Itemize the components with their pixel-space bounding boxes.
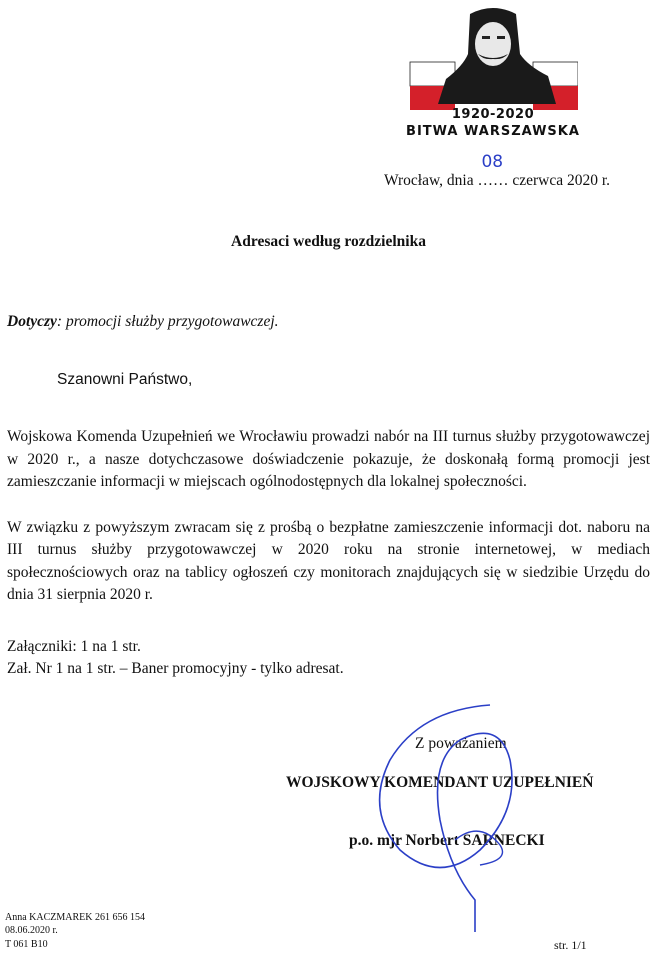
logo-title: BITWA WARSZAWSKA	[406, 124, 580, 139]
greeting: Szanowni Państwo,	[57, 371, 193, 388]
date-dots: ……	[477, 172, 509, 189]
footer-code: T 061 B10	[5, 939, 48, 950]
date-day-handwritten: 08	[481, 152, 504, 172]
body-paragraph: W związku z powyższym zwracam się z prośbą o bezpłatne zamieszczenie informacji dot. naboru na III turnus służby przygotowawczej w 2020 roku na stronie internetowej, w mediach społecznościowych oraz na tablicy ogłoszeń czy monitorach znajdujących się w siedzibie Urzędu do dnia 31 sierpnia 2020 r.	[7, 518, 650, 603]
subject-text: : promocji służby przygotowawczej.	[56, 313, 279, 330]
letter-body	[7, 426, 650, 681]
signatory-title: WOJSKOWY KOMENDANT UZUPEŁNIEŃ	[286, 774, 594, 791]
closing: Z poważaniem	[415, 735, 507, 752]
footer-date: 08.06.2020 r.	[5, 925, 58, 936]
logo-years: 1920-2020	[451, 107, 535, 122]
body-paragraph: Wojskowa Komenda Uzupełnień we Wrocławiu prowadzi nabór na III turnus służby przygotowawczej w 2020 r., a nasze dotychczasowe doświadczenie pokazuje, że doskonałą formą promocji jest zamieszczanie informacji w miejscach ogólnodostępnych dla lokalnej społeczności.	[7, 428, 650, 490]
subject-line	[7, 313, 279, 331]
footer-author: Anna KACZMAREK 261 656 154	[5, 912, 145, 923]
date-suffix: czerwca 2020 r.	[508, 172, 611, 189]
addressee: Adresaci według rozdzielnika	[231, 233, 426, 250]
bitwa-warszawska-logo	[408, 4, 578, 144]
handwritten-signature	[360, 700, 560, 940]
attachments-line: Zał. Nr 1 na 1 str. – Baner promocyjny - tylko adresat.	[7, 660, 344, 677]
letter-date	[384, 152, 611, 190]
subject-label: Dotyczy	[7, 313, 57, 330]
page-number: str. 1/1	[554, 938, 587, 952]
signatory-name: p.o. mjr Norbert SARNECKI	[349, 832, 545, 849]
attachments-line: Załączniki: 1 na 1 str.	[7, 637, 141, 655]
date-prefix: Wrocław, dnia	[384, 172, 478, 189]
